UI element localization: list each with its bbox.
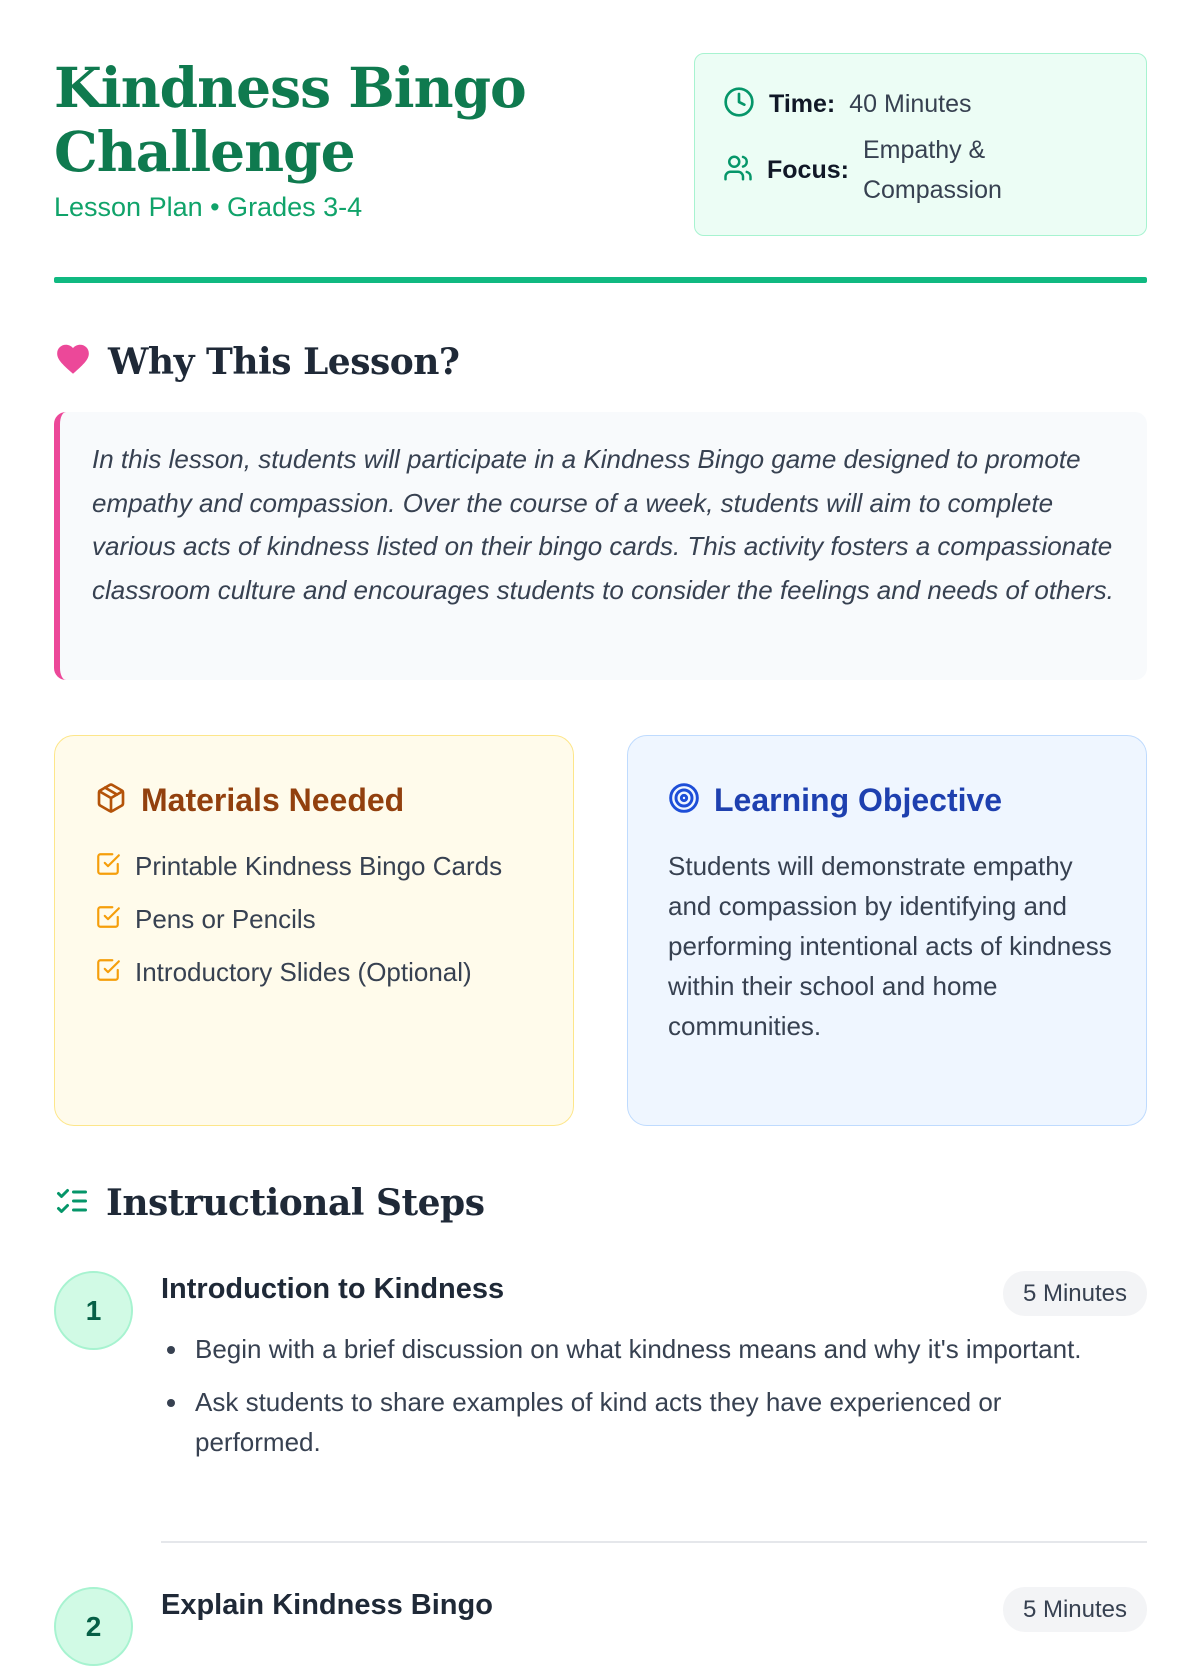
step-number-badge: 1	[54, 1271, 133, 1350]
material-item-label: Printable Kindness Bingo Cards	[135, 851, 503, 881]
why-heading-text: Why This Lesson?	[108, 340, 460, 383]
focus-row	[723, 130, 1053, 210]
material-item	[95, 952, 555, 992]
package-icon	[95, 782, 127, 819]
step-title: Explain Kindness Bingo	[161, 1589, 493, 1621]
step-duration-badge: 5 Minutes	[1003, 1587, 1147, 1632]
target-icon	[668, 782, 700, 819]
objective-text: Students will demonstrate empathy and compassion by identifying and performing intentional acts of kindness within their school and home communities.	[668, 851, 1112, 1041]
materials-card	[54, 735, 574, 1126]
page-title: Kindness Bingo Challenge	[54, 55, 526, 184]
why-callout	[54, 412, 1147, 680]
why-heading	[54, 340, 460, 383]
step-bullet: Ask students to share examples of kind acts they have experienced or performed.	[161, 1382, 1121, 1462]
objective-heading-text: Learning Objective	[714, 782, 1003, 818]
materials-heading	[95, 782, 404, 819]
focus-label: Focus:	[767, 155, 849, 184]
header-divider	[54, 277, 1147, 283]
objective-card	[627, 735, 1147, 1126]
checkbox-icon	[95, 851, 121, 882]
material-item	[95, 846, 555, 886]
users-icon	[723, 153, 753, 188]
step-title: Introduction to Kindness	[161, 1273, 505, 1305]
lesson-info-box	[694, 53, 1147, 236]
step-number-badge: 2	[54, 1587, 133, 1666]
why-text: In this lesson, students will participate in a Kindness Bingo game designed to promote empathy and compassion. Over the course of a week, students will aim to complete various acts of kindness listed on their bingo cards. This activity fosters a compassionate classroom culture and encourages students to consider the feelings and needs of others.	[92, 444, 1114, 605]
steps-heading-text: Instructional Steps	[106, 1182, 485, 1224]
material-item-label: Introductory Slides (Optional)	[135, 957, 472, 987]
clock-icon	[723, 86, 755, 123]
step-bullets	[161, 1329, 1121, 1475]
list-checks-icon	[54, 1183, 90, 1224]
steps-heading	[54, 1182, 484, 1224]
heart-icon	[54, 340, 92, 383]
materials-heading-text: Materials Needed	[141, 782, 405, 818]
lesson-plan-page	[54, 0, 1147, 1642]
time-value: 40 Minutes	[849, 89, 972, 118]
checkbox-icon	[95, 904, 121, 935]
step-duration-badge: 5 Minutes	[1003, 1271, 1147, 1316]
checkbox-icon	[95, 957, 121, 988]
material-item	[95, 899, 555, 939]
time-label: Time:	[769, 89, 836, 118]
time-row	[723, 84, 972, 124]
materials-list	[95, 846, 555, 1005]
focus-value: Empathy & Compassion	[862, 136, 1002, 204]
step-bullet: Begin with a brief discussion on what kindness means and why it's important.	[161, 1329, 1121, 1369]
objective-heading	[668, 782, 1002, 819]
page-subtitle: Lesson Plan • Grades 3-4	[54, 192, 363, 222]
material-item-label: Pens or Pencils	[135, 904, 316, 934]
step-divider	[161, 1541, 1147, 1543]
